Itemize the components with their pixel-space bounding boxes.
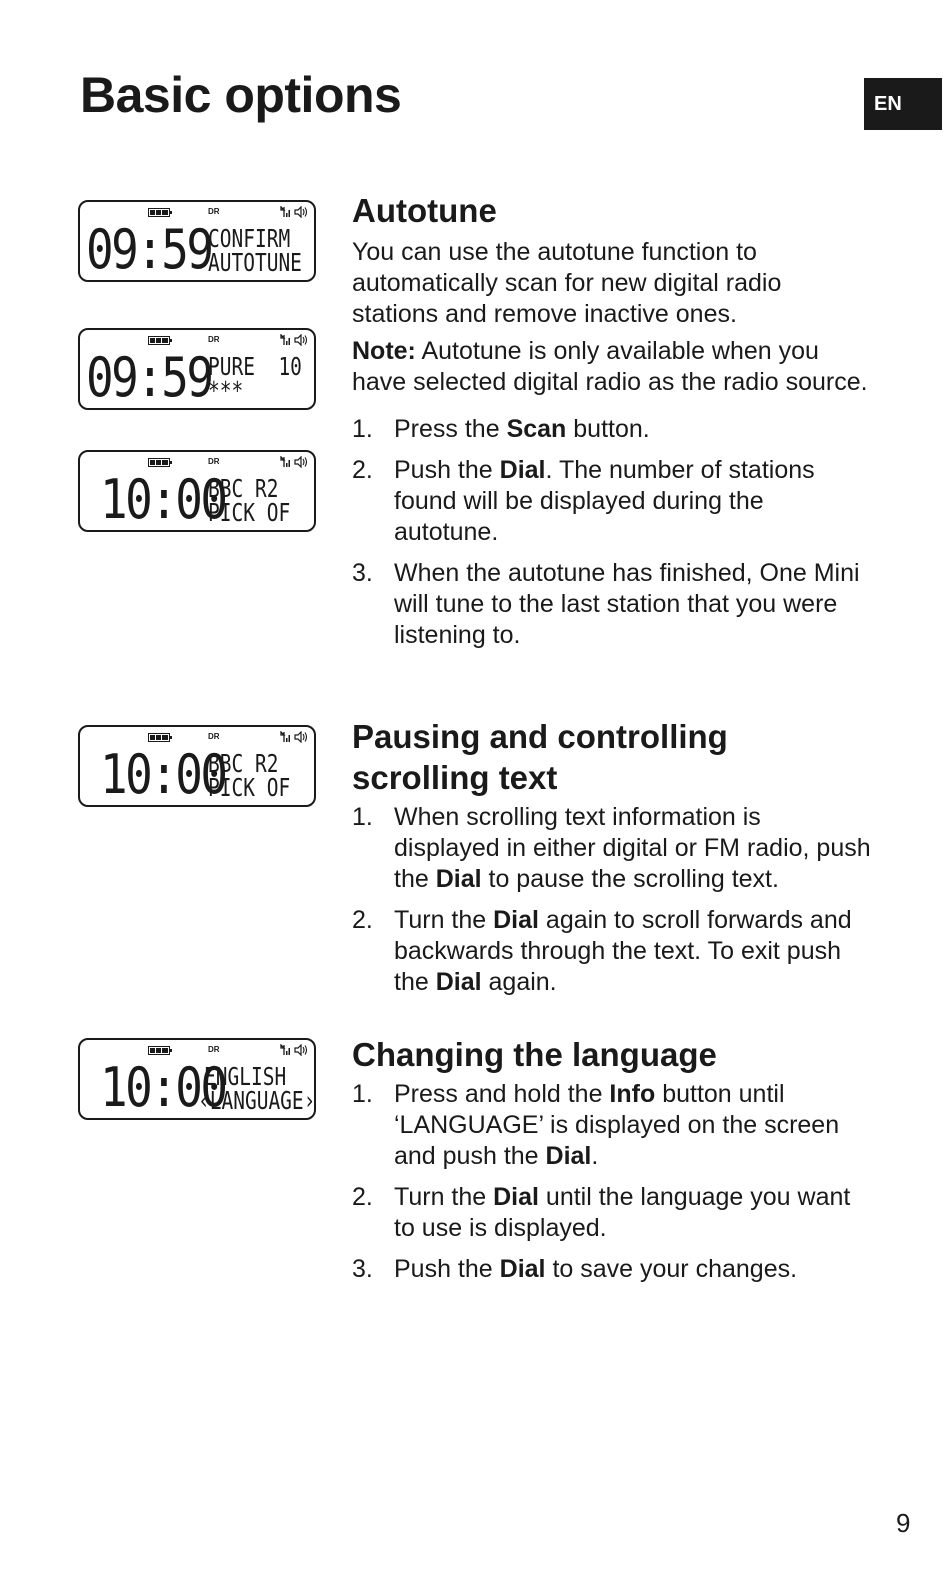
signal-icon xyxy=(280,206,292,218)
lcd-line-2: *** xyxy=(208,376,244,405)
list-item: 3. Push the Dial to save your changes. xyxy=(352,1255,798,1283)
list-item: 1. Press the Scan button. xyxy=(352,415,650,443)
list-item: 1. Press and hold the Info button until ‘LANGUAGE’ is displayed on the screen and push the Dial. xyxy=(352,1080,840,1170)
list-item: 2. Turn the Dial again to scroll forwards and backwards through the text. To exit push the Dial again. xyxy=(352,906,852,996)
lcd-line-2: AUTOTUNE xyxy=(208,248,302,277)
battery-icon xyxy=(148,733,172,742)
lcd-display-bbc-r2-paused xyxy=(78,725,316,807)
language-section xyxy=(352,1034,872,1295)
list-item: 2. Push the Dial. The number of stations found will be displayed during the autotune. xyxy=(352,456,815,546)
dr-indicator: DR xyxy=(208,1045,220,1054)
language-steps xyxy=(352,1079,872,1285)
lcd-time: 09:59 xyxy=(86,346,212,409)
page-number: 9 xyxy=(896,1508,911,1538)
language-heading: Changing the language xyxy=(352,1036,717,1073)
autotune-section xyxy=(352,190,872,661)
list-item: 2. Turn the Dial until the language you want to use is displayed. xyxy=(352,1183,851,1242)
dr-indicator: DR xyxy=(208,732,220,741)
battery-icon xyxy=(148,208,172,217)
autotune-heading: Autotune xyxy=(352,192,497,229)
dr-indicator: DR xyxy=(208,207,220,216)
lcd-display-confirm-autotune xyxy=(78,200,316,282)
lcd-line-1: BBC R2 xyxy=(208,749,279,778)
page-title: Basic options xyxy=(80,67,402,123)
lcd-line-1: ENGLISH xyxy=(204,1062,287,1091)
language-tab: EN xyxy=(864,78,942,130)
lcd-line-2: PICK OF xyxy=(208,773,291,802)
signal-icon xyxy=(280,334,292,346)
dr-indicator: DR xyxy=(208,335,220,344)
lcd-line-1: BBC R2 xyxy=(208,474,279,503)
battery-icon xyxy=(148,1046,172,1055)
lcd-time: 09:59 xyxy=(86,218,212,281)
lcd-line-2: PICK OF xyxy=(208,498,291,527)
scrolling-text-section xyxy=(352,716,872,1008)
speaker-icon xyxy=(294,1044,308,1056)
lcd-time: 10:00 xyxy=(100,468,226,531)
scrolling-steps xyxy=(352,802,872,998)
autotune-intro: You can use the autotune function to automatically scan for new digital radio stations and remove inactive ones. xyxy=(352,238,782,328)
lcd-display-language xyxy=(78,1038,316,1120)
lcd-time: 10:00 xyxy=(100,1056,226,1119)
autotune-note xyxy=(352,336,872,398)
dr-indicator: DR xyxy=(208,457,220,466)
note-label: Note: xyxy=(352,337,416,365)
lcd-time: 10:00 xyxy=(100,743,226,806)
speaker-icon xyxy=(294,334,308,346)
autotune-steps xyxy=(352,414,872,651)
signal-icon xyxy=(280,456,292,468)
scrolling-heading: Pausing and controlling scrolling text xyxy=(352,718,728,796)
speaker-icon xyxy=(294,206,308,218)
speaker-icon xyxy=(294,456,308,468)
signal-icon xyxy=(280,731,292,743)
lcd-display-bbc-r2 xyxy=(78,450,316,532)
speaker-icon xyxy=(294,731,308,743)
list-item: 3. When the autotune has finished, One Mini will tune to the last station that you were listening to. xyxy=(352,559,860,649)
list-item: 1. When scrolling text information is displayed in either digital or FM radio, push the Dial to pause the scrolling text. xyxy=(352,803,871,893)
lcd-display-pure xyxy=(78,328,316,410)
lcd-line-1: PURE 10 xyxy=(208,352,302,381)
lcd-line-2: ‹LANGUAGE› xyxy=(198,1086,316,1115)
signal-icon xyxy=(280,1044,292,1056)
battery-icon xyxy=(148,336,172,345)
lcd-line-1: CONFIRM xyxy=(208,224,291,253)
battery-icon xyxy=(148,458,172,467)
note-text: Autotune is only available when you have selected digital radio as the radio source. xyxy=(352,337,868,396)
